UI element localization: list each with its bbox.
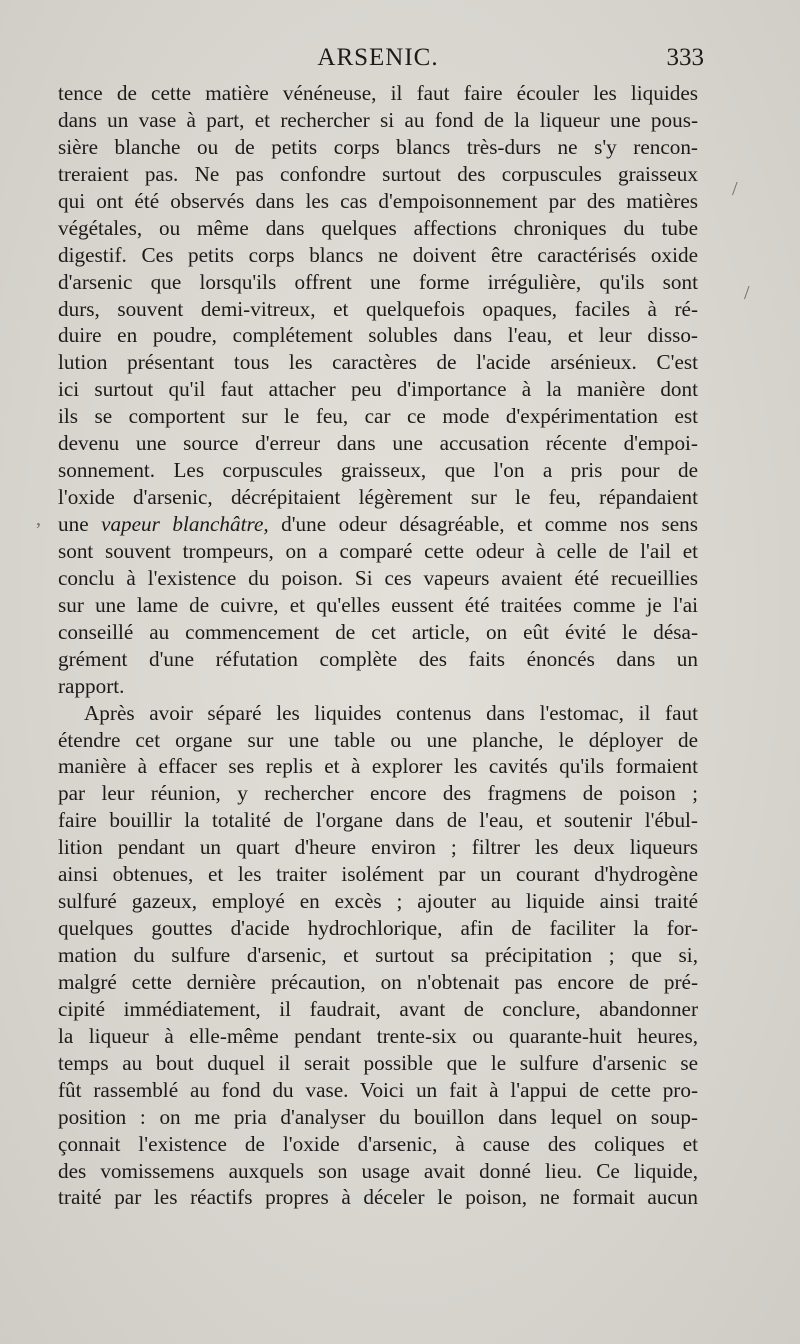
text-line: d'arsenic que lorsqu'ils offrent une forme irrégulière, qu'ils sont: [58, 269, 698, 294]
text-line: manière à effacer ses replis et à explorer les cavités qu'ils formaient: [58, 754, 698, 779]
text-line: temps au bout duquel il serait possible que le sulfure d'arsenic se: [58, 1050, 698, 1075]
text-line: treraient pas. Ne pas confondre surtout des corpuscules graisseux: [58, 161, 698, 186]
text-line: l'oxide d'arsenic, décrépitaient légèrement sur le feu, répandaient: [58, 485, 698, 510]
text-line: çonnait l'existence de l'oxide d'arsenic, à cause des coliques et: [58, 1131, 698, 1156]
italic-phrase: vapeur blanchâtre,: [101, 512, 269, 536]
text-line: duire en poudre, complétement solubles dans l'eau, et leur disso-: [58, 323, 698, 348]
text-line: végétales, ou même dans quelques affections chroniques du tube: [58, 215, 698, 240]
text-line: quelques gouttes d'acide hydrochlorique, afin de faciliter la for-: [58, 916, 698, 941]
text-line: conclu à l'existence du poison. Si ces vapeurs avaient été recueillies: [58, 565, 698, 590]
text-line: sont souvent trompeurs, on a comparé cette odeur à celle de l'ail et: [58, 538, 698, 563]
margin-pencil-mark: /: [744, 282, 750, 304]
text-line: mation du sulfure d'arsenic, et surtout sa précipitation ; que si,: [58, 943, 698, 967]
text-line: fût rassemblé au fond du vase. Voici un fait à l'appui de cette pro-: [58, 1077, 698, 1102]
text-line: des vomissemens auxquels son usage avait donné lieu. Ce liquide,: [58, 1158, 698, 1183]
text-line: sière blanche ou de petits corps blancs très-durs ne s'y rencon-: [58, 134, 698, 159]
text-line: tence de cette matière vénéneuse, il faut faire écouler les liquides: [58, 81, 698, 105]
text-line: étendre cet organe sur une table ou une planche, le déployer de: [58, 727, 698, 752]
text-line: position : on me pria d'analyser du bouillon dans lequel on soup-: [58, 1104, 698, 1129]
paragraph: [58, 700, 698, 1212]
text-line-with-italic: [58, 511, 698, 538]
text-run: une: [58, 512, 102, 536]
text-line: la liqueur à elle-même pendant trente-six ou quarante-huit heures,: [58, 1023, 698, 1048]
text-line: sonnement. Les corpuscules graisseux, que l'on a pris pour de: [58, 458, 698, 483]
text-line: sur une lame de cuivre, et qu'elles eussent été traitées comme je l'ai: [58, 592, 698, 617]
text-line: durs, souvent demi-vitreux, et quelquefois opaques, faciles à ré-: [58, 296, 698, 321]
text-line: ainsi obtenues, et les traiter isolément par un courant d'hydrogène: [58, 862, 698, 887]
text-line: lition pendant un quart d'heure environ ; filtrer les deux liqueurs: [58, 835, 698, 860]
text-line: malgré cette dernière précaution, on n'obtenait pas encore de pré-: [58, 969, 698, 994]
text-line: ici surtout qu'il faut attacher peu d'importance à la manière dont: [58, 377, 698, 402]
text-line: dans un vase à part, et rechercher si au fond de la liqueur une pous-: [58, 107, 698, 132]
text-run: d'une odeur désagréable, et comme nos sens: [268, 512, 699, 536]
text-line: ils se comportent sur le feu, car ce mode d'expérimentation est: [58, 404, 698, 429]
book-page: [58, 40, 704, 1211]
text-line: qui ont été observés dans les cas d'empoisonnement par des matières: [58, 188, 698, 213]
text-line: cipité immédiatement, il faudrait, avant de conclure, abandonner: [58, 996, 698, 1021]
text-line: sulfuré gazeux, employé en excès ; ajouter au liquide ainsi traité: [58, 889, 698, 914]
text-line: devenu une source d'erreur dans une accusation récente d'empoi-: [58, 431, 698, 456]
text-line: rapport.: [58, 673, 125, 698]
body-text: [58, 80, 698, 1211]
text-line: digestif. Ces petits corps blancs ne doivent être caractérisés oxide: [58, 242, 698, 267]
running-title: ARSENIC.: [317, 44, 439, 71]
text-line: Après avoir séparé les liquides contenus dans l'estomac, il faut: [84, 700, 698, 725]
margin-pencil-mark: /: [732, 178, 738, 200]
text-line: par leur réunion, y rechercher encore des fragmens de poison ;: [58, 781, 698, 806]
text-line: traité par les réactifs propres à déceler le poison, ne formait aucun: [58, 1185, 698, 1210]
margin-pencil-mark: ,: [36, 508, 41, 530]
page-number: 333: [666, 44, 704, 71]
paragraph: [58, 80, 698, 700]
text-line: lution présentant tous les caractères de l'acide arsénieux. C'est: [58, 350, 698, 375]
text-line: conseillé au commencement de cet article, on eût évité le désa-: [58, 619, 698, 644]
text-line: faire bouillir la totalité de l'organe dans de l'eau, et soutenir l'ébul-: [58, 808, 698, 833]
page-header: [58, 40, 704, 80]
text-line: grément d'une réfutation complète des faits énoncés dans un: [58, 646, 698, 671]
